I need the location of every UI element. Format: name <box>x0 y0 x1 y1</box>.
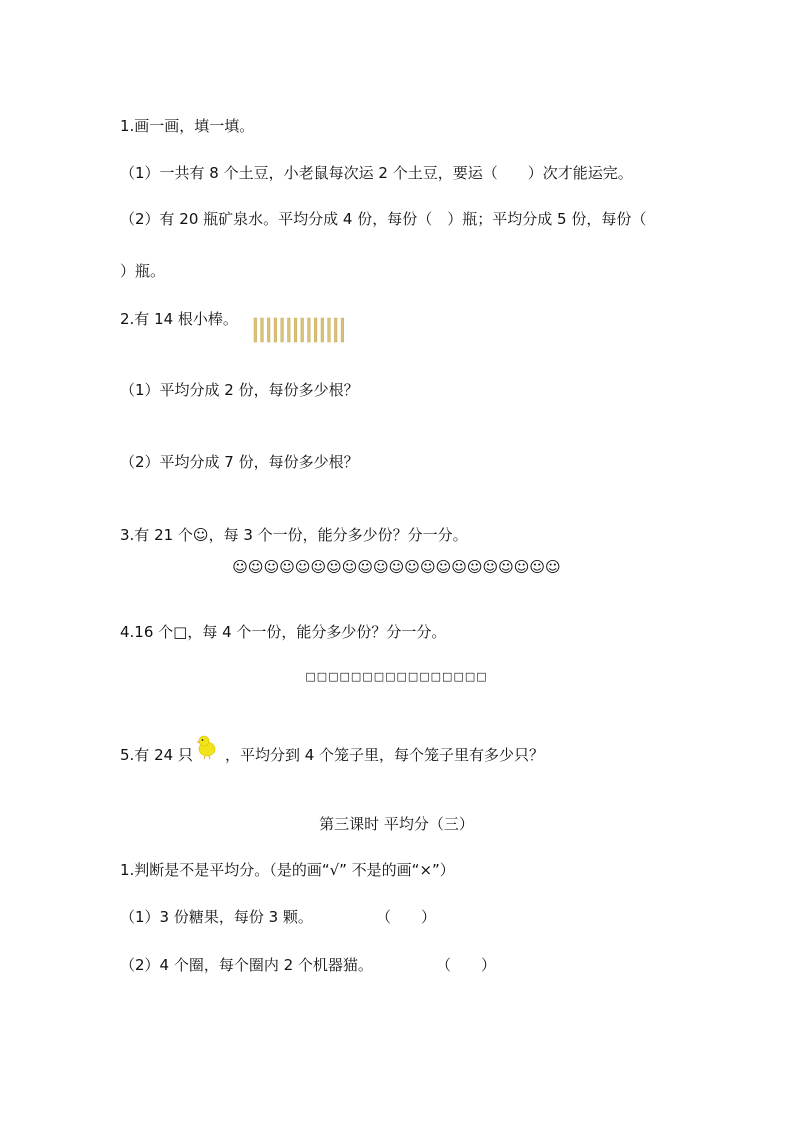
square-row: □□□□□□□□□□□□□□□□ <box>305 670 488 683</box>
q5-line <box>120 745 544 765</box>
q1-title: 1.画一画，填一填。 <box>120 117 255 135</box>
stick <box>281 318 284 342</box>
q3-title: 3.有 21 个☺，每 3 个一份，能分多少份？分一分。 <box>120 526 468 544</box>
stick <box>321 318 324 342</box>
q2-part-1: （1）平均分成 2 份，每份多少根？ <box>120 381 359 399</box>
section-q1-part-2-blank: （ ） <box>436 956 497 974</box>
stick <box>314 318 317 342</box>
stick <box>274 318 277 342</box>
stick <box>261 318 264 342</box>
stick <box>294 318 297 342</box>
chick-icon <box>196 734 218 760</box>
section-heading: 第三课时 平均分（三） <box>319 815 474 833</box>
stick <box>267 318 270 342</box>
stick <box>301 318 304 342</box>
stick <box>341 318 344 342</box>
stick <box>334 318 337 342</box>
stick <box>288 318 291 342</box>
q2-title: 2.有 14 根小棒。 <box>120 310 238 328</box>
stick <box>254 318 257 342</box>
q4-title: 4.16 个□，每 4 个一份，能分多少份？分一分。 <box>120 623 447 641</box>
section-q1-part-1: （1）3 份糖果，每份 3 颗。 <box>120 908 313 926</box>
stick <box>308 318 311 342</box>
q2-part-2: （2）平均分成 7 份，每份多少根？ <box>120 453 359 471</box>
q5-suffix: ，平均分到 4 个笼子里，每个笼子里有多少只？ <box>224 746 545 764</box>
q1-part-2-continued: ）瓶。 <box>120 262 166 280</box>
sticks-image <box>253 317 349 343</box>
stick <box>328 318 331 342</box>
section-q1-part-1-blank: （ ） <box>376 908 437 926</box>
smiley-row: ☺☺☺☺☺☺☺☺☺☺☺☺☺☺☺☺☺☺☺☺☺ <box>232 558 561 576</box>
section-q1-part-2: （2）4 个圈，每个圈内 2 个机器猫。 <box>120 956 373 974</box>
q1-part-1: （1）一共有 8 个土豆，小老鼠每次运 2 个土豆，要运（ ）次才能运完。 <box>120 164 633 182</box>
q5-prefix: 5.有 24 只 <box>120 746 193 764</box>
q1-part-2: （2）有 20 瓶矿泉水。平均分成 4 份，每份（ ）瓶；平均分成 5 份，每份（ <box>120 210 647 228</box>
section-q1-title: 1.判断是不是平均分。（是的画“√” 不是的画“×”） <box>120 861 455 879</box>
